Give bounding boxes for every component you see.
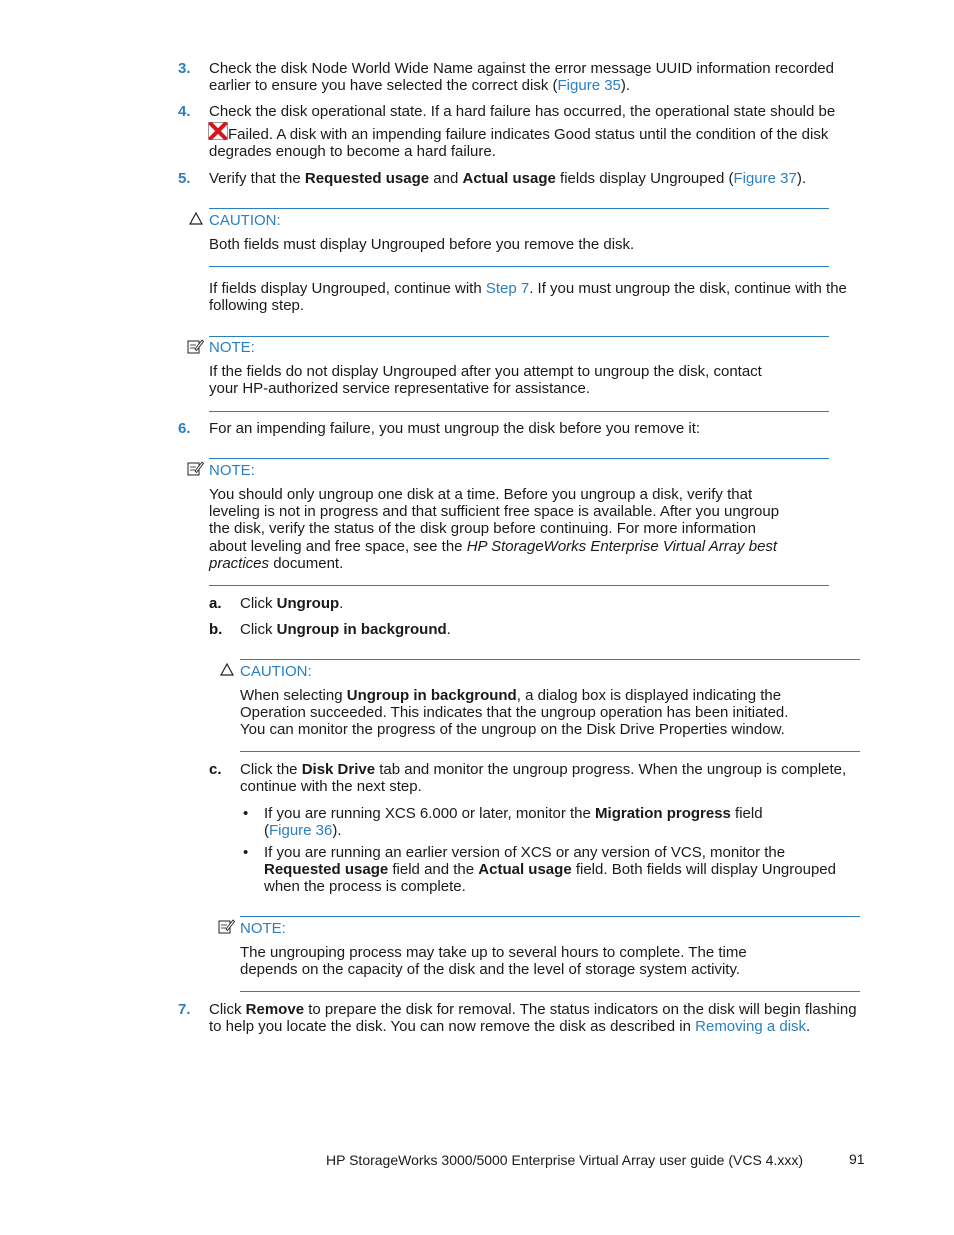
ungroup-button-label: Ungroup bbox=[276, 595, 340, 612]
page-number: 91 bbox=[849, 1151, 865, 1167]
note-3-bottom-rule bbox=[240, 991, 860, 992]
note-2-bottom-rule bbox=[209, 585, 829, 586]
note-pencil-icon bbox=[218, 918, 235, 934]
substep-c-line2: continue with the next step. bbox=[240, 778, 422, 795]
step-4-line3: degrades enough to become a hard failure. bbox=[209, 143, 496, 160]
best-practices-title-end: practices bbox=[209, 555, 270, 572]
substep-b-letter: b. bbox=[209, 621, 223, 638]
caution-2-line1-post: , a dialog box is displayed indicating the bbox=[516, 687, 782, 704]
continue-pre: If fields display Ungrouped, continue with bbox=[209, 280, 486, 297]
step-3-line1: Check the disk Node World Wide Name against the error message UUID information recorded bbox=[209, 60, 834, 77]
step-6-text: For an impending failure, you must ungroup the disk before you remove it: bbox=[209, 420, 701, 437]
step-7-pre: Click bbox=[209, 1001, 246, 1018]
step-5-pre: Verify that the bbox=[209, 170, 305, 187]
bullet-2-mark: • bbox=[243, 844, 249, 861]
step-3-number: 3. bbox=[178, 60, 191, 77]
requested-usage-label: Requested usage bbox=[304, 170, 430, 187]
note-2-top-rule bbox=[209, 458, 829, 459]
caution-1-bottom-rule bbox=[209, 266, 829, 267]
caution-1-text: Both fields must display Ungrouped before you remove the disk. bbox=[209, 236, 635, 253]
bullet-1-line2-pre: ( bbox=[264, 822, 269, 839]
step-6-number: 6. bbox=[178, 420, 191, 437]
caution-1-label: CAUTION: bbox=[209, 212, 281, 229]
disk-drive-tab-label: Disk Drive bbox=[301, 761, 376, 778]
step-3-line2-text: earlier to ensure you have selected the correct disk ( bbox=[209, 77, 558, 94]
figure-37-link[interactable]: Figure 37 bbox=[733, 170, 797, 187]
step-5-number: 5. bbox=[178, 170, 191, 187]
caution-2-line1 bbox=[240, 687, 781, 704]
note-2-line3: the disk, verify the status of the disk group before continuing. For more information bbox=[209, 520, 756, 537]
step-5-post: fields display Ungrouped ( bbox=[555, 170, 734, 187]
substep-c-line1 bbox=[240, 761, 846, 778]
step-7-line1 bbox=[209, 1001, 857, 1018]
note-2-line5-text: document. bbox=[269, 555, 344, 572]
note-2-line5 bbox=[209, 555, 343, 572]
remove-button-label: Remove bbox=[245, 1001, 305, 1018]
step-5-text bbox=[209, 170, 806, 187]
red-x-icon bbox=[208, 122, 228, 140]
substep-b-pre: Click bbox=[240, 621, 277, 638]
note-1-line2: your HP-authorized service representative for assistance. bbox=[209, 380, 591, 397]
step-7-number: 7. bbox=[178, 1001, 191, 1018]
bullet-2-mid: field and the bbox=[388, 861, 479, 878]
substep-c-post: tab and monitor the ungroup progress. When the ungroup is complete, bbox=[375, 761, 847, 778]
bullet-1-line1 bbox=[264, 805, 763, 822]
caution-2-label: CAUTION: bbox=[240, 663, 312, 680]
step-3-line2 bbox=[209, 77, 630, 94]
actual-usage-label: Actual usage bbox=[478, 861, 572, 878]
note-1-label: NOTE: bbox=[209, 339, 255, 356]
caution-triangle-icon bbox=[220, 663, 234, 676]
continue-paragraph-line1 bbox=[209, 280, 847, 297]
note-2-line4-text: about leveling and free space, see the bbox=[209, 538, 467, 555]
substep-a-pre: Click bbox=[240, 595, 277, 612]
substep-b-text bbox=[240, 621, 451, 638]
migration-progress-label: Migration progress bbox=[595, 805, 731, 822]
note-2-line1: You should only ungroup one disk at a time. Before you ungroup a disk, verify that bbox=[209, 486, 753, 503]
note-pencil-icon bbox=[187, 338, 204, 354]
requested-usage-label: Requested usage bbox=[264, 861, 389, 878]
substep-c-pre: Click the bbox=[240, 761, 302, 778]
ungroup-in-background-label: Ungroup in background bbox=[276, 621, 447, 638]
step-7-line2 bbox=[209, 1018, 810, 1035]
best-practices-title: HP StorageWorks Enterprise Virtual Array best bbox=[466, 538, 778, 555]
caution-2-line2: Operation succeeded. This indicates that the ungroup operation has been initiated. bbox=[240, 704, 789, 721]
step-4-number: 4. bbox=[178, 103, 191, 120]
caution-1-top-rule bbox=[209, 208, 829, 209]
bullet-1-mark: • bbox=[243, 805, 249, 822]
removing-a-disk-link[interactable]: Removing a disk bbox=[695, 1018, 807, 1035]
substep-a-letter: a. bbox=[209, 595, 222, 612]
step-4-line1: Check the disk operational state. If a hard failure has occurred, the operational state should be bbox=[209, 103, 836, 120]
bullet-1-line2 bbox=[264, 822, 342, 839]
step-7-post: to prepare the disk for removal. The status indicators on the disk will begin flashing bbox=[304, 1001, 857, 1018]
note-3-line2: depends on the capacity of the disk and the level of storage system activity. bbox=[240, 961, 741, 978]
caution-2-bold: Ungroup in background bbox=[346, 687, 517, 704]
figure-35-link[interactable]: Figure 35 bbox=[557, 77, 621, 94]
step-5-mid: and bbox=[429, 170, 463, 187]
step-3-line2-end: ). bbox=[620, 77, 631, 94]
footer-title: HP StorageWorks 3000/5000 Enterprise Virtual Array user guide (VCS 4.xxx) bbox=[326, 1152, 804, 1168]
bullet-1-pre: If you are running XCS 6.000 or later, monitor the bbox=[264, 805, 596, 822]
note-2-line4 bbox=[209, 538, 777, 555]
step-5-end: ). bbox=[796, 170, 807, 187]
continue-paragraph-line2: following step. bbox=[209, 297, 305, 314]
note-2-line2: leveling is not in progress and that sufficient free space is available. After you ungroup bbox=[209, 503, 780, 520]
bullet-2-line3: when the process is complete. bbox=[264, 878, 466, 895]
bullet-2-post: field. Both fields will display Ungrouped bbox=[571, 861, 836, 878]
substep-c-letter: c. bbox=[209, 761, 222, 778]
caution-triangle-icon bbox=[189, 212, 203, 225]
caution-2-bottom-rule bbox=[240, 751, 860, 752]
substep-a-post: . bbox=[339, 595, 344, 612]
substep-a-text bbox=[240, 595, 343, 612]
note-1-line1: If the fields do not display Ungrouped after you attempt to ungroup the disk, contact bbox=[209, 363, 762, 380]
actual-usage-label: Actual usage bbox=[462, 170, 556, 187]
bullet-2-line2 bbox=[264, 861, 836, 878]
figure-36-link[interactable]: Figure 36 bbox=[269, 822, 333, 839]
step-7-link[interactable]: Step 7 bbox=[485, 280, 530, 297]
bullet-2-line1: If you are running an earlier version of XCS or any version of VCS, monitor the bbox=[264, 844, 786, 861]
note-3-line1: The ungrouping process may take up to several hours to complete. The time bbox=[240, 944, 747, 961]
caution-2-line1-pre: When selecting bbox=[240, 687, 347, 704]
note-pencil-icon bbox=[187, 460, 204, 476]
caution-2-top-rule bbox=[240, 659, 860, 660]
step-7-line2-post: . bbox=[806, 1018, 811, 1035]
note-2-label: NOTE: bbox=[209, 462, 255, 479]
substep-b-post: . bbox=[446, 621, 451, 638]
note-1-bottom-rule bbox=[209, 411, 829, 412]
note-3-top-rule bbox=[240, 916, 860, 917]
continue-post: . If you must ungroup the disk, continue with the bbox=[529, 280, 847, 297]
note-1-top-rule bbox=[209, 336, 829, 337]
step-4-line2: Failed. A disk with an impending failure indicates Good status until the condition of the disk bbox=[228, 126, 829, 143]
step-7-line2-pre: to help you locate the disk. You can now remove the disk as described in bbox=[209, 1018, 696, 1035]
bullet-1-post: field bbox=[730, 805, 763, 822]
caution-2-line3: You can monitor the progress of the ungroup on the Disk Drive Properties window. bbox=[240, 721, 785, 738]
bullet-1-line2-post: ). bbox=[332, 822, 342, 839]
note-3-label: NOTE: bbox=[240, 920, 286, 937]
